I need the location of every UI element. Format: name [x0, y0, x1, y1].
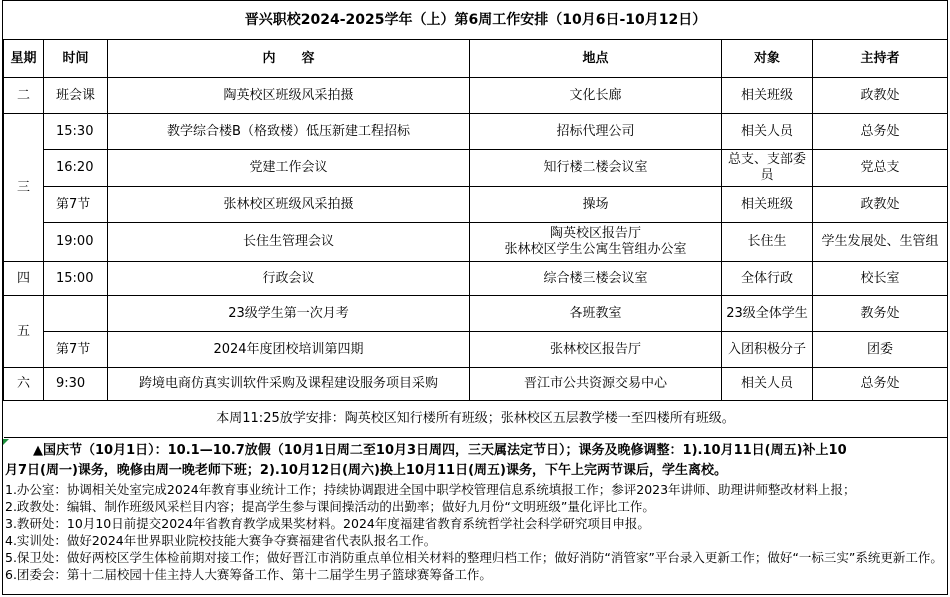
- host-cell: 学生发展处、生管组: [813, 223, 948, 262]
- list-item: 3.教研处：10月10日前提交2024年省教育教学成果奖材料。2024年度福建省教育系统哲学社会科学研究项目申报。: [5, 516, 650, 531]
- table-row: [4, 78, 948, 114]
- time-cell: 第7节: [44, 332, 108, 368]
- time-cell: 19:00: [44, 223, 108, 262]
- list-item: 5.保卫处：做好两校区学生体检前期对接工作；做好晋江市消防重点单位相关材料的整理归档工作；做好消防“消管家”平台录入更新工作；做好“一标三实”系统更新工作。: [5, 550, 943, 565]
- target-cell: 相关人员: [722, 114, 813, 150]
- day-cell: 三: [4, 114, 44, 262]
- table-row: [4, 150, 948, 187]
- header-content: 内 容: [108, 40, 470, 78]
- host-cell: 政教处: [813, 187, 948, 223]
- location-cell: 综合楼三楼会议室: [470, 262, 722, 296]
- target-cell: 总支、支部委员: [722, 150, 813, 187]
- header-location: 地点: [470, 40, 722, 78]
- content-cell: 跨境电商仿真实训软件采购及课程建设服务项目采购: [108, 368, 470, 401]
- host-cell: 团委: [813, 332, 948, 368]
- host-cell: 党总支: [813, 150, 948, 187]
- location-cell: 招标代理公司: [470, 114, 722, 150]
- host-cell: 政教处: [813, 78, 948, 114]
- host-cell: 教务处: [813, 296, 948, 332]
- announcement-line: ▲国庆节（10月1日）：10.1—10.7放假（10月1日周二至10月3日周四，三天属法定节日）；课务及晚修调整：1).10月11日(周五)补上10: [33, 443, 847, 458]
- location-cell: 操场: [470, 187, 722, 223]
- host-cell: 校长室: [813, 262, 948, 296]
- list-item: 2.政教处：编辑、制作班级风采栏目内容；提高学生参与课间操活动的出勤率；做好九月份“文明班级”量化评比工作。: [5, 499, 655, 514]
- header-day: 星期: [4, 40, 44, 78]
- target-cell: 入团积极分子: [722, 332, 813, 368]
- target-cell: 相关人员: [722, 368, 813, 401]
- content-cell: 2024年度团校培训第四期: [108, 332, 470, 368]
- schedule-document: [2, 0, 948, 595]
- content-cell: 教学综合楼B（格致楼）低压新建工程招标: [108, 114, 470, 150]
- location-cell: 张林校区报告厅: [470, 332, 722, 368]
- notes-section: [3, 438, 947, 583]
- table-row: [4, 332, 948, 368]
- announcement-line: 月7日(周一)课务，晚修由周一晚老师下班；2).10月12日(周六)换上10月11日(周五)课务，下午上完两节课后，学生离校。: [5, 463, 727, 478]
- weekly-note: 本周11:25放学安排：陶英校区知行楼所有班级；张林校区五层教学楼一至四楼所有班级。: [4, 401, 948, 438]
- location-cell: 各班教室: [470, 296, 722, 332]
- header-time: 时间: [44, 40, 108, 78]
- table-row: [4, 262, 948, 296]
- target-cell: 长住生: [722, 223, 813, 262]
- target-cell: 全体行政: [722, 262, 813, 296]
- content-cell: 党建工作会议: [108, 150, 470, 187]
- time-cell: 15:00: [44, 262, 108, 296]
- content-cell: 23级学生第一次月考: [108, 296, 470, 332]
- host-cell: 总务处: [813, 114, 948, 150]
- day-cell: 二: [4, 78, 44, 114]
- day-cell: 四: [4, 262, 44, 296]
- location-cell: 文化长廊: [470, 78, 722, 114]
- time-cell: 16:20: [44, 150, 108, 187]
- location-cell: [470, 223, 722, 262]
- time-cell: 第7节: [44, 187, 108, 223]
- target-cell: 23级全体学生: [722, 296, 813, 332]
- list-item: 1.办公室：协调相关处室完成2024年教育事业统计工作；持续协调跟进全国中职学校管理信息系统填报工作；参评2023年讲师、助理讲师整改材料上报；: [5, 482, 856, 497]
- target-cell: 相关班级: [722, 187, 813, 223]
- content-cell: 行政会议: [108, 262, 470, 296]
- table-row: [4, 296, 948, 332]
- time-cell: 15:30: [44, 114, 108, 150]
- content-cell: 陶英校区班级风采拍摄: [108, 78, 470, 114]
- table-row: [4, 223, 948, 262]
- header-row: [4, 40, 948, 78]
- list-item: 6.团委会：第十二届校园十佳主持人大赛筹备工作、第十二届学生男子篮球赛筹备工作。: [5, 567, 492, 582]
- day-cell: 五: [4, 296, 44, 368]
- location-cell: 知行楼二楼会议室: [470, 150, 722, 187]
- content-cell: 张林校区班级风采拍摄: [108, 187, 470, 223]
- target-cell: 相关班级: [722, 78, 813, 114]
- location-line: 陶英校区报告厅: [549, 226, 641, 241]
- table-row: [4, 368, 948, 401]
- day-cell: 六: [4, 368, 44, 401]
- time-cell: 9:30: [44, 368, 108, 401]
- schedule-table: [3, 1, 948, 438]
- list-item: 4.实训处：做好2024年世界职业院校技能大赛争夺赛福建省代表队报名工作。: [5, 533, 437, 548]
- table-row: [4, 187, 948, 223]
- table-row: [4, 114, 948, 150]
- header-target: 对象: [722, 40, 813, 78]
- content-cell: 长住生管理会议: [108, 223, 470, 262]
- header-host: 主持者: [813, 40, 948, 78]
- location-line: 张林校区学生公寓生管组办公室: [504, 242, 687, 257]
- host-cell: 总务处: [813, 368, 948, 401]
- time-cell: 班会课: [44, 78, 108, 114]
- location-cell: 晋江市公共资源交易中心: [470, 368, 722, 401]
- time-cell: [44, 296, 108, 332]
- cell-corner-marker: [3, 439, 9, 445]
- holiday-announcement: [5, 441, 943, 481]
- page-title: 晋兴职校2024-2025学年（上）第6周工作安排（10月6日-10月12日）: [4, 1, 948, 40]
